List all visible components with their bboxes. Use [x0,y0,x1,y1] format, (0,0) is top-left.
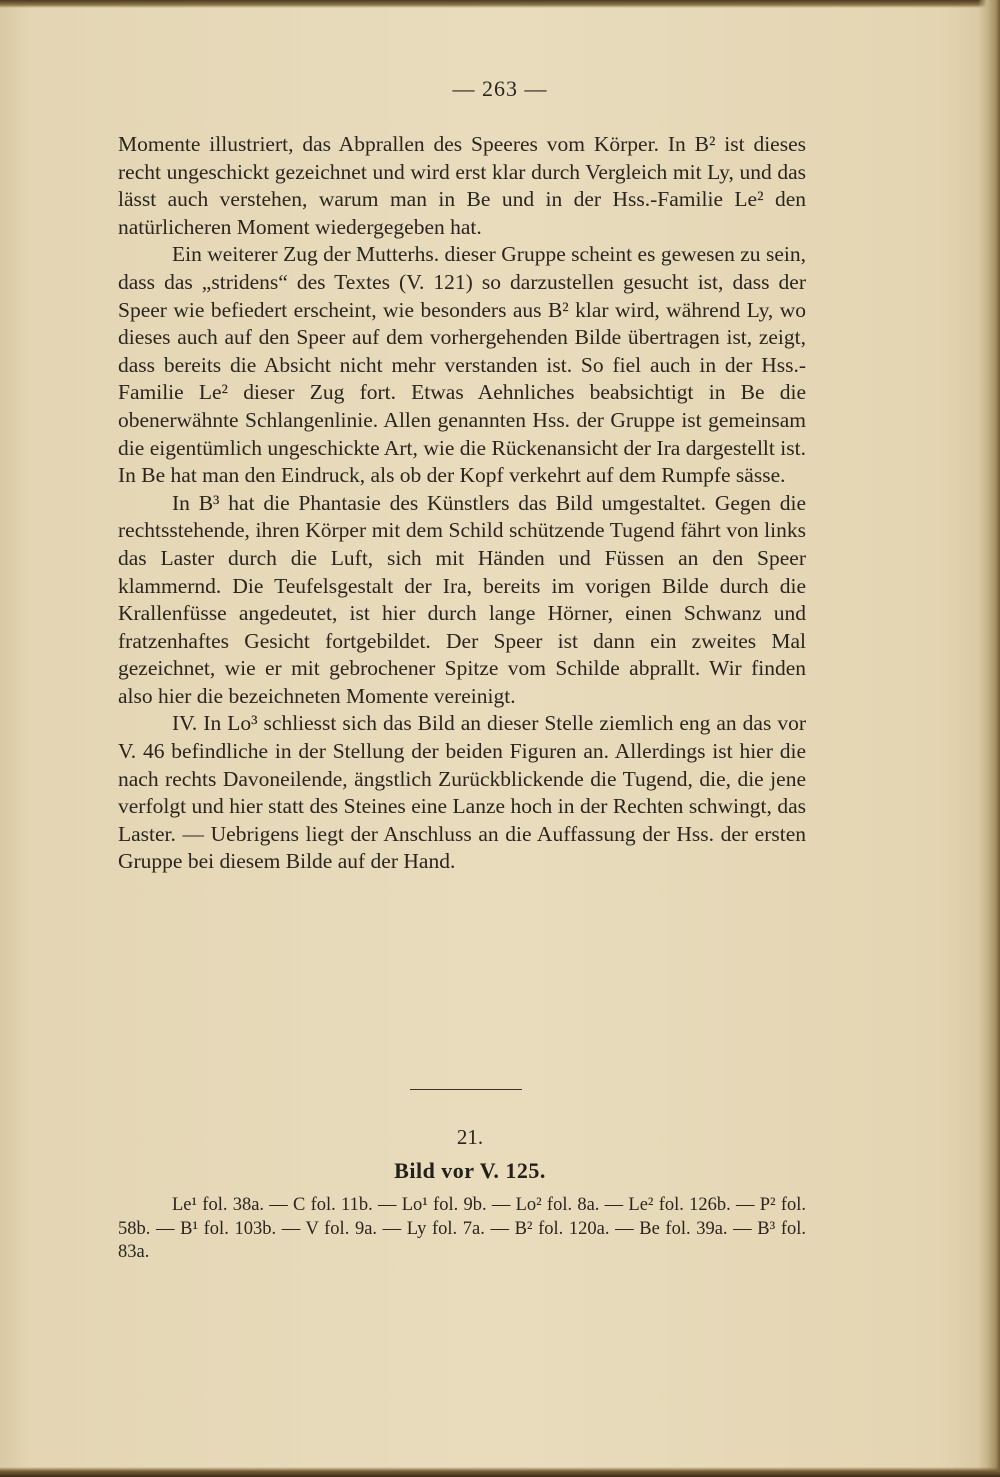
body-text [118,131,806,876]
section-number: 21. [456,1125,484,1149]
references-text: Le¹ fol. 38a. — C fol. 11b. — Lo¹ fol. 9b. — Lo² fol. 8a. — Le² fol. 126b. — P² fol. 58b. — B¹ fol. 103b. — V fol. 9a. — Ly fol. 7a. — B² fol. 120a. — Be fol. 39a. — B³ fol. 83a. [118,1195,806,1262]
paragraph: In B³ hat die Phantasie des Künstlers das Bild umgestaltet. Gegen die rechtsstehende, ihren Körper mit dem Schild schützende Tugend fährt von links das Laster durch die Luft, sich mit Händen und Füssen an den Speer klammernd. Die Teufelsgestalt der Ira, bereits im vorigen Bilde durch die Krallenfüsse angedeutet, ist hier durch lange Hörner, einen Schwanz und fratzenhaftes Gesicht fortgebildet. Der Speer ist dann ein zweites Mal gezeichnet, wie er mit gebrochener Spitze vom Schilde abprallt. Wir finden also hier die bezeichneten Momente vereinigt. [118,490,806,708]
section-title: Bild vor V. 125. [394,1158,546,1183]
paragraph: Momente illustriert, das Abprallen des Speeres vom Körper. In B² ist dieses recht ungeschickt gezeichnet und wird erst klar durch Vergleich mit Ly, und das lässt auch verstehen, warum man in Be und in der Hss.-Familie Le² den natürlicheren Moment wiedergegeben hat. [118,132,806,239]
page-bottom-edge [0,1467,1000,1477]
paragraph: IV. In Lo³ schliesst sich das Bild an dieser Stelle ziemlich eng an das vor V. 46 befindliche in der Stellung der beiden Figuren an. Allerdings ist hier die nach rechts Davoneilende, ängstlich Zurückblickende die Tugend, die, die jene verfolgt und hier statt des Steines eine Lanze hoch in der Rechten schwingt, das Laster. — Uebrigens liegt der Anschluss an die Auffassung der Hss. der ersten Gruppe bei diesem Bilde auf der Hand. [118,711,806,874]
manuscript-references [118,1194,806,1265]
section-divider [410,1089,522,1090]
page-number: — 263 — [452,76,548,101]
paragraph: Ein weiterer Zug der Mutterhs. dieser Gruppe scheint es gewesen zu sein, dass das „stridens“ des Textes (V. 121) so darzustellen gesucht ist, dass der Speer wie befiedert erscheint, wie besonders aus B² klar wird, während Ly, wo dieses auch auf den Speer auf dem vorhergehenden Bilde übertragen ist, zeigt, dass bereits die Absicht nicht mehr verstanden ist. So fiel auch in der Hss.-Familie Le² dieser Zug fort. Etwas Aehnliches beabsichtigt in Be die obenerwähnte Schlangenlinie. Allen genannten Hss. der Gruppe ist gemeinsam die eigentümlich ungeschickte Art, wie die Rückenansicht der Ira dargestellt ist. In Be hat man den Eindruck, als ob der Kopf verkehrt auf dem Rumpfe sässe. [118,242,806,488]
page-top-edge [0,0,1000,8]
page-right-edge [978,0,1000,1477]
